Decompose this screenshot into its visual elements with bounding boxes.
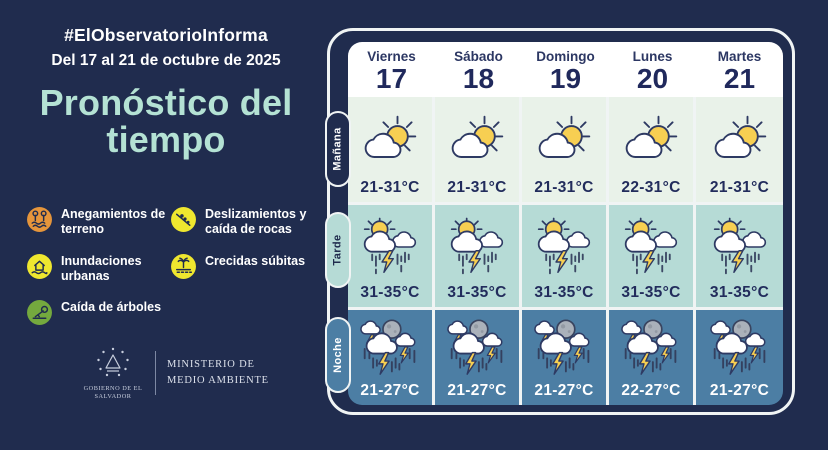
forecast-cell bbox=[522, 310, 609, 405]
forecast-cell bbox=[609, 205, 696, 307]
temperature-range: 21-27°C bbox=[534, 382, 594, 399]
period-tab-tarde bbox=[325, 212, 351, 288]
date-range-text: Del 17 al 21 de octubre de 2025 bbox=[51, 52, 281, 69]
forecast-cell bbox=[609, 97, 696, 202]
legend-label: Deslizamientos y caída de rocas bbox=[205, 207, 307, 237]
hashtag-text: #ElObservatorioInforma bbox=[64, 25, 268, 45]
sun-behind-cloud-icon bbox=[621, 105, 681, 179]
temperature-range: 31-35°C bbox=[360, 284, 420, 301]
legend-label: Anegamientos de terreno bbox=[61, 207, 166, 237]
terrain-flooding-icon bbox=[26, 206, 53, 233]
forecast-cell bbox=[348, 310, 435, 405]
sun-behind-cloud-icon bbox=[360, 105, 420, 179]
night-storm-icon bbox=[447, 312, 507, 382]
temperature-range: 21-31°C bbox=[447, 179, 507, 196]
legend-item-crecidas bbox=[170, 252, 326, 285]
legend-label: Caída de árboles bbox=[61, 300, 162, 314]
forecast-row-afternoon bbox=[348, 202, 783, 307]
forecast-cell bbox=[348, 205, 435, 307]
ministry-label: MINISTERIO DE MEDIO AMBIENTE bbox=[167, 358, 269, 386]
sun-behind-cloud-icon bbox=[534, 105, 594, 179]
night-storm-icon bbox=[534, 312, 594, 382]
forecast-table bbox=[348, 42, 783, 405]
day-header-lunes: Lunes 20 bbox=[632, 49, 673, 94]
night-storm-icon bbox=[621, 312, 681, 382]
day-header-martes: Martes 21 bbox=[717, 49, 762, 94]
period-tab-manana bbox=[325, 111, 351, 187]
period-tab-label: Noche bbox=[332, 337, 344, 373]
temperature-range: 31-35°C bbox=[621, 284, 681, 301]
storm-rain-icon bbox=[447, 210, 507, 284]
forecast-cell bbox=[435, 310, 522, 405]
temperature-range: 31-35°C bbox=[534, 284, 594, 301]
day-header-domingo: Domingo 19 bbox=[536, 49, 595, 94]
temperature-range: 21-27°C bbox=[360, 382, 420, 399]
forecast-cell bbox=[696, 310, 783, 405]
temperature-range: 21-27°C bbox=[447, 382, 507, 399]
government-footer bbox=[82, 344, 277, 401]
temperature-range: 21-31°C bbox=[709, 179, 770, 196]
temperature-range: 22-31°C bbox=[621, 179, 681, 196]
forecast-cell bbox=[522, 97, 609, 202]
landslide-rockfall-icon bbox=[170, 206, 197, 233]
night-storm-icon bbox=[710, 312, 770, 382]
forecast-cell bbox=[435, 205, 522, 307]
storm-rain-icon bbox=[360, 210, 420, 284]
legend-label: Inundaciones urbanas bbox=[61, 253, 142, 283]
forecast-row-night bbox=[348, 307, 783, 405]
temperature-range: 31-35°C bbox=[447, 284, 507, 301]
day-header-sabado: Sábado 18 bbox=[454, 49, 503, 94]
forecast-cell bbox=[522, 205, 609, 307]
period-tab-label: Mañana bbox=[332, 127, 345, 171]
legend-item-caida-arboles bbox=[26, 298, 168, 326]
forecast-cell bbox=[609, 310, 696, 405]
period-tab-label: Tarde bbox=[332, 234, 345, 266]
period-tab-noche bbox=[325, 317, 351, 393]
storm-rain-icon bbox=[710, 210, 770, 284]
legend-label: Crecidas súbitas bbox=[205, 253, 306, 268]
temperature-range: 21-31°C bbox=[534, 179, 594, 196]
forecast-cell bbox=[696, 97, 783, 202]
footer-divider bbox=[155, 351, 156, 395]
storm-rain-icon bbox=[621, 210, 681, 284]
legend-item-inundaciones bbox=[26, 252, 168, 285]
day-header-row bbox=[348, 42, 783, 97]
legend-item-deslizamientos bbox=[170, 205, 326, 238]
temperature-range: 22-27°C bbox=[621, 382, 681, 399]
page-title: Pronóstico del tiempo bbox=[39, 82, 293, 161]
flash-flood-icon bbox=[170, 253, 197, 280]
sun-behind-cloud-icon bbox=[447, 105, 507, 179]
forecast-cell bbox=[348, 97, 435, 202]
government-emblem bbox=[82, 344, 144, 401]
night-storm-icon bbox=[360, 312, 420, 382]
el-salvador-emblem-icon bbox=[92, 344, 134, 384]
storm-rain-icon bbox=[534, 210, 594, 284]
temperature-range: 21-31°C bbox=[360, 179, 420, 196]
temperature-range: 21-27°C bbox=[709, 382, 770, 399]
urban-flood-icon bbox=[26, 253, 53, 280]
temperature-range: 31-35°C bbox=[709, 284, 770, 301]
forecast-cell bbox=[696, 205, 783, 307]
sun-behind-cloud-icon bbox=[710, 105, 770, 179]
day-header-viernes: Viernes 17 bbox=[367, 49, 416, 94]
forecast-row-morning bbox=[348, 97, 783, 202]
tree-fall-icon bbox=[26, 299, 53, 326]
government-label: GOBIERNO DE EL SALVADOR bbox=[83, 385, 143, 401]
hazard-legend bbox=[26, 205, 326, 326]
legend-item-anegamientos bbox=[26, 205, 168, 238]
forecast-cell bbox=[435, 97, 522, 202]
